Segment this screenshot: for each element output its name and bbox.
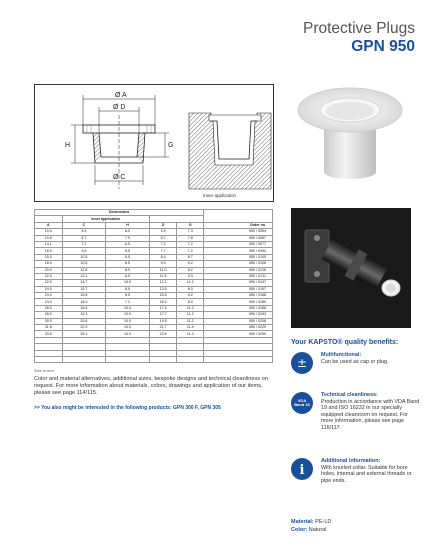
table-cell: 20.0 xyxy=(35,254,63,260)
table-cell: 950 / 0147 xyxy=(204,280,273,286)
table-cell: 10.0 xyxy=(106,280,150,286)
table-cell: 8.0 xyxy=(106,273,150,279)
benefit-title-additional-information: Additional information: xyxy=(321,458,381,464)
table-cell: 6.0 xyxy=(106,229,150,235)
table-cell-empty xyxy=(106,356,150,362)
vda-band-icon xyxy=(291,392,313,414)
table-column-header: C xyxy=(62,222,106,228)
table-cell: 10.5 xyxy=(35,235,63,241)
benefits-title: Your KAPSTO® quality benefits: xyxy=(291,339,399,346)
table-cell: 950 / 0157 xyxy=(204,286,273,292)
table-cell: 17.7 xyxy=(149,312,177,318)
benefit-text-additional-information: With knurled collar. Suitable for bore holes, internal and external threads or pipe ends. xyxy=(321,464,412,484)
table-cell: 11.3 xyxy=(177,331,204,337)
table-cell: 5.7 xyxy=(149,235,177,241)
table-cell: 8.2 xyxy=(177,267,204,273)
table-cell: 19.3 xyxy=(62,312,106,318)
table-cell: 950 / 0077 xyxy=(204,241,273,247)
table-cell: 9.2 xyxy=(177,293,204,299)
table-cell: 7.3 xyxy=(177,229,204,235)
table-cell: 5.7 xyxy=(62,235,106,241)
svg-text:i: i xyxy=(299,463,305,478)
vda-band-icon-text: VDA Band 19 xyxy=(294,398,310,407)
table-cell: 31.8 xyxy=(35,325,63,331)
table-cell: 950 / 0168 xyxy=(204,293,273,299)
table-cell: 9.0 xyxy=(149,261,177,267)
table-cell: 950 / 0106 xyxy=(204,261,273,267)
inner-application-caption: Inner application xyxy=(203,193,237,198)
table-cell: 18.8 xyxy=(62,305,106,311)
product-photo xyxy=(290,76,410,196)
table-cell: 19.5 xyxy=(149,318,177,324)
table-cell: 7.2 xyxy=(177,248,204,254)
dimension-label-d: Ø D xyxy=(113,104,126,111)
table-cell: 28.0 xyxy=(35,305,63,311)
table-cell: 22.0 xyxy=(35,280,63,286)
table-cell: 8.3 xyxy=(177,286,204,292)
page-title-line1: Protective Plugs xyxy=(303,20,415,37)
table-cell: 13.1 xyxy=(62,273,106,279)
table-cell: 950 / 0131 xyxy=(204,273,273,279)
table-cell: 13.5 xyxy=(149,286,177,292)
mounted-plug-illustration xyxy=(291,208,411,328)
table-cell: 24.0 xyxy=(35,299,63,305)
table-cell: 950 / 0105 xyxy=(204,254,273,260)
table-cell: 8.0 xyxy=(106,267,150,273)
table-cell: 3.9 xyxy=(149,229,177,235)
table-cell: 15.5 xyxy=(149,293,177,299)
table-cell: 24.0 xyxy=(35,286,63,292)
dimension-label-g: G xyxy=(168,142,174,149)
table-cell: 24.0 xyxy=(35,293,63,299)
dimension-label-h: H xyxy=(65,142,71,149)
dimensions-table xyxy=(34,209,273,363)
table-cell: 950 / 0067 xyxy=(204,235,273,241)
table-cell: 16.0 xyxy=(149,299,177,305)
table-cell: 20.8 xyxy=(62,318,106,324)
table-cell: 12.6 xyxy=(62,267,106,273)
table-cell: 7.2 xyxy=(106,299,150,305)
table-cell: 10.0 xyxy=(106,312,150,318)
table-cell-empty xyxy=(149,356,177,362)
table-cell: 5.4 xyxy=(62,229,106,235)
table-group-header-dimensions: Dimensions xyxy=(35,210,204,216)
table-cell: 6.5 xyxy=(106,254,150,260)
table-cell: 14.1 xyxy=(35,241,63,247)
table-cell: 33.5 xyxy=(35,331,63,337)
table-cell-empty xyxy=(35,356,63,362)
table-cell: 950 / 0188 xyxy=(204,305,273,311)
dimension-label-c: Ø C xyxy=(113,174,126,181)
material-info xyxy=(291,518,331,534)
table-cell: 8.5 xyxy=(106,261,150,267)
table-cell: 14.7 xyxy=(62,280,106,286)
table-column-header: A xyxy=(35,222,63,228)
material-value: PE-LD xyxy=(315,519,332,525)
table-cell-empty xyxy=(177,356,204,362)
table-subgroup-header-inner-application: Inner application xyxy=(62,216,149,222)
table-cell: 7.2 xyxy=(149,241,177,247)
table-cell: 21.7 xyxy=(149,325,177,331)
table-cell: 950 / 0054 xyxy=(204,229,273,235)
table-cell: 950 / 0092 xyxy=(204,248,273,254)
table-cell: 950 / 0250 xyxy=(204,331,273,337)
options-paragraph: Color and material alternatives, additional sizes, bespoke designs and technical cleanliness on request. For more information about materials, colors, drawings and application of our items, please see page 114/115. xyxy=(34,376,268,396)
table-cell: 10.0 xyxy=(106,325,150,331)
table-cell: 10.0 xyxy=(106,318,150,324)
table-row-empty xyxy=(35,356,273,362)
table-cell: 11.2 xyxy=(177,312,204,318)
table-cell: 8.0 xyxy=(177,299,204,305)
table-cell: 16.8 xyxy=(62,293,106,299)
table-body xyxy=(35,229,273,363)
table-cell: 16.0 xyxy=(35,248,63,254)
table-cell: 20.0 xyxy=(35,267,63,273)
table-cell: 10.6 xyxy=(62,261,106,267)
table-cell: 9.6 xyxy=(62,248,106,254)
svg-text:±: ± xyxy=(296,356,308,370)
table-cell: 6.5 xyxy=(106,248,150,254)
table-cell: 18.0 xyxy=(35,261,63,267)
table-cell: 17.5 xyxy=(149,305,177,311)
table-cell: 15.7 xyxy=(62,286,106,292)
table-cell: 9.3 xyxy=(177,273,204,279)
table-cell: 950 / 0208 xyxy=(204,318,273,324)
table-cell: 7.7 xyxy=(149,248,177,254)
material-label: Material: xyxy=(291,519,314,525)
page-title-product-code: GPN 950 xyxy=(351,38,415,55)
table-cell: 6.5 xyxy=(106,241,150,247)
table-cell: 22.9 xyxy=(62,325,106,331)
table-cell: 8.4 xyxy=(149,254,177,260)
table-cell: 10.0 xyxy=(106,331,150,337)
table-cell-empty xyxy=(204,356,273,362)
table-cell: 10.0 xyxy=(106,305,150,311)
table-cell: 22.0 xyxy=(35,273,63,279)
plug-photo-illustration xyxy=(290,76,410,196)
table-cell: 11.5 xyxy=(149,273,177,279)
related-products-link[interactable]: >> You also might be interested in the following products: GPN 300 F, GPN 305 xyxy=(34,405,221,411)
table-cell: 10.0 xyxy=(35,229,63,235)
table-cell: 11.2 xyxy=(177,305,204,311)
table-cell: 7.0 xyxy=(106,235,150,241)
table-column-header: H xyxy=(106,222,150,228)
table-cell: 6.7 xyxy=(177,254,204,260)
benefit-title-multifunctional: Multifunctional: xyxy=(321,352,362,358)
info-icon xyxy=(291,458,313,480)
table-header-blank xyxy=(204,210,273,223)
table-cell: 11.2 xyxy=(177,318,204,324)
benefit-title-technical-cleanliness: Technical cleanliness: xyxy=(321,392,378,398)
plug-cross-section-drawing xyxy=(35,85,273,201)
application-photo xyxy=(291,208,411,328)
table-cell: 9.2 xyxy=(177,261,204,267)
table-cell: 950 / 0180 xyxy=(204,299,273,305)
table-column-header: D xyxy=(149,222,177,228)
table-column-header: Order no. xyxy=(204,222,273,228)
color-label: Color: xyxy=(291,527,308,533)
technical-drawing xyxy=(34,84,274,202)
table-cell: 25.1 xyxy=(62,331,106,337)
table-cell: 950 / 0229 xyxy=(204,325,273,331)
table-cell: 7.2 xyxy=(177,241,204,247)
table-cell: 11.2 xyxy=(177,280,204,286)
size-unit-note: Size in mm xyxy=(34,368,54,373)
table-cell: 7.8 xyxy=(177,235,204,241)
benefit-text-multifunctional: Can be used as cap or plug. xyxy=(321,358,389,365)
table-cell: 11.4 xyxy=(177,325,204,331)
table-cell: 8.5 xyxy=(106,293,150,299)
table-cell-empty xyxy=(62,356,106,362)
table-cell: 23.6 xyxy=(149,331,177,337)
table-cell: 12.1 xyxy=(149,280,177,286)
table-cell: 950 / 0193 xyxy=(204,312,273,318)
plus-minus-icon xyxy=(291,352,313,374)
table-column-header: G xyxy=(177,222,204,228)
benefit-text-technical-cleanliness: Production in accordance with VDA Band 19 and ISO 16232 in our specially equipped cleanroom on request. For more information, please see page 116/117. xyxy=(321,398,420,431)
table-cell: 28.0 xyxy=(35,312,63,318)
table-cell: 10.5 xyxy=(62,254,106,260)
table-cell: 7.2 xyxy=(62,241,106,247)
color-value: Natural xyxy=(308,527,327,533)
dimension-label-a: Ø A xyxy=(115,92,127,99)
table-cell: 18.0 xyxy=(62,299,106,305)
table-cell: 30.0 xyxy=(35,318,63,324)
table-cell: 8.0 xyxy=(106,286,150,292)
table-cell: 950 / 0126 xyxy=(204,267,273,273)
table-cell: 11.0 xyxy=(149,267,177,273)
